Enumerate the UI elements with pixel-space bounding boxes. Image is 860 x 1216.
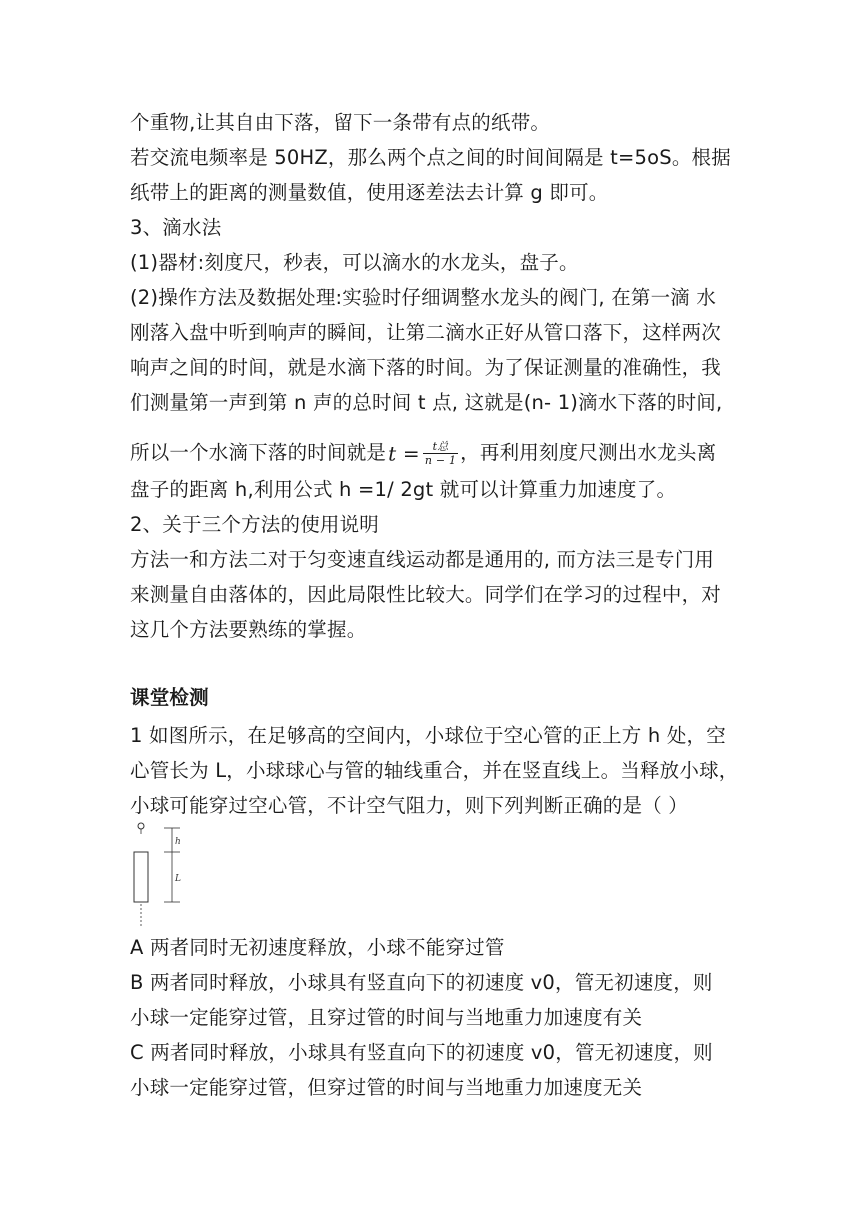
text-line: (2)操作方法及数据处理:实验时仔细调整水龙头的阀门, 在第一滴 水 [130, 286, 717, 309]
option-c: C 两者同时释放，小球具有竖直向下的初速度 v0，管无初速度，则 [130, 1041, 713, 1064]
question-line: 1 如图所示，在足够高的空间内，小球位于空心管的正上方 h 处，空 [130, 724, 726, 747]
label-h: h [175, 837, 181, 847]
text-line: 响声之间的时间，就是水滴下落的时间。为了保证测量的准确性，我 [130, 356, 722, 379]
text-line: (1)器材:刻度尺，秒表，可以滴水的水龙头，盘子。 [130, 251, 579, 274]
formula-line-after: ，再利用刻度尺测出水龙头离 [460, 441, 717, 464]
heading-drip-method: 3、滴水法 [130, 216, 222, 239]
option-a: A 两者同时无初速度释放，小球不能穿过管 [130, 936, 505, 959]
question-line: 心管长为 L，小球球心与管的轴线重合，并在竖直线上。当释放小球， [130, 759, 739, 782]
formula-line-before: 所以一个水滴下落的时间就是 [130, 441, 387, 464]
time-formula [388, 438, 458, 469]
option-c-cont: 小球一定能穿过管，但穿过管的时间与当地重力加速度无关 [130, 1076, 643, 1099]
text-line: 个重物,让其自由下落，留下一条带有点的纸带。 [130, 111, 551, 134]
text-line: 来测量自由落体的，因此局限性比较大。同学们在学习的过程中，对 [130, 583, 722, 606]
section-title: 课堂检测 [130, 686, 209, 709]
formula-lhs: t = [388, 441, 420, 466]
ball-icon [138, 823, 144, 829]
formula-line [130, 438, 716, 469]
option-b-cont: 小球一定能穿过管，且穿过管的时间与当地重力加速度有关 [130, 1006, 643, 1029]
label-l: L [175, 874, 181, 884]
text-line: 们测量第一声到第 n 声的总时间 t 点, 这就是(n- 1)滴水下落的时间, [130, 391, 723, 414]
ball-tube-figure [128, 822, 188, 928]
text-line: 刚落入盘中听到响声的瞬间，让第二滴水正好从管口落下，这样两次 [130, 321, 722, 344]
option-b: B 两者同时释放，小球具有竖直向下的初速度 v0，管无初速度，则 [130, 971, 713, 994]
text-line: 方法一和方法二对于匀变速直线运动都是通用的, 而方法三是专门用 [130, 548, 715, 571]
hollow-tube [134, 852, 148, 902]
text-line: 这几个方法要熟练的掌握。 [130, 618, 367, 641]
formula-denominator: n − 1 [424, 454, 457, 468]
text-line: 盘子的距离 h,利用公式 h =1/ 2gt 就可以计算重力加速度了。 [130, 478, 677, 501]
text-line: 纸带上的距离的测量数值，使用逐差法去计算 g 即可。 [130, 181, 609, 204]
formula-numerator: t总 [432, 440, 449, 454]
heading-method-notes: 2、关于三个方法的使用说明 [130, 513, 380, 536]
question-line: 小球可能穿过空心管，不计空气阻力，则下列判断正确的是（ ） [130, 794, 688, 817]
text-line: 若交流电频率是 50HZ，那么两个点之间的时间间隔是 t=5oS。根据 [130, 146, 731, 169]
